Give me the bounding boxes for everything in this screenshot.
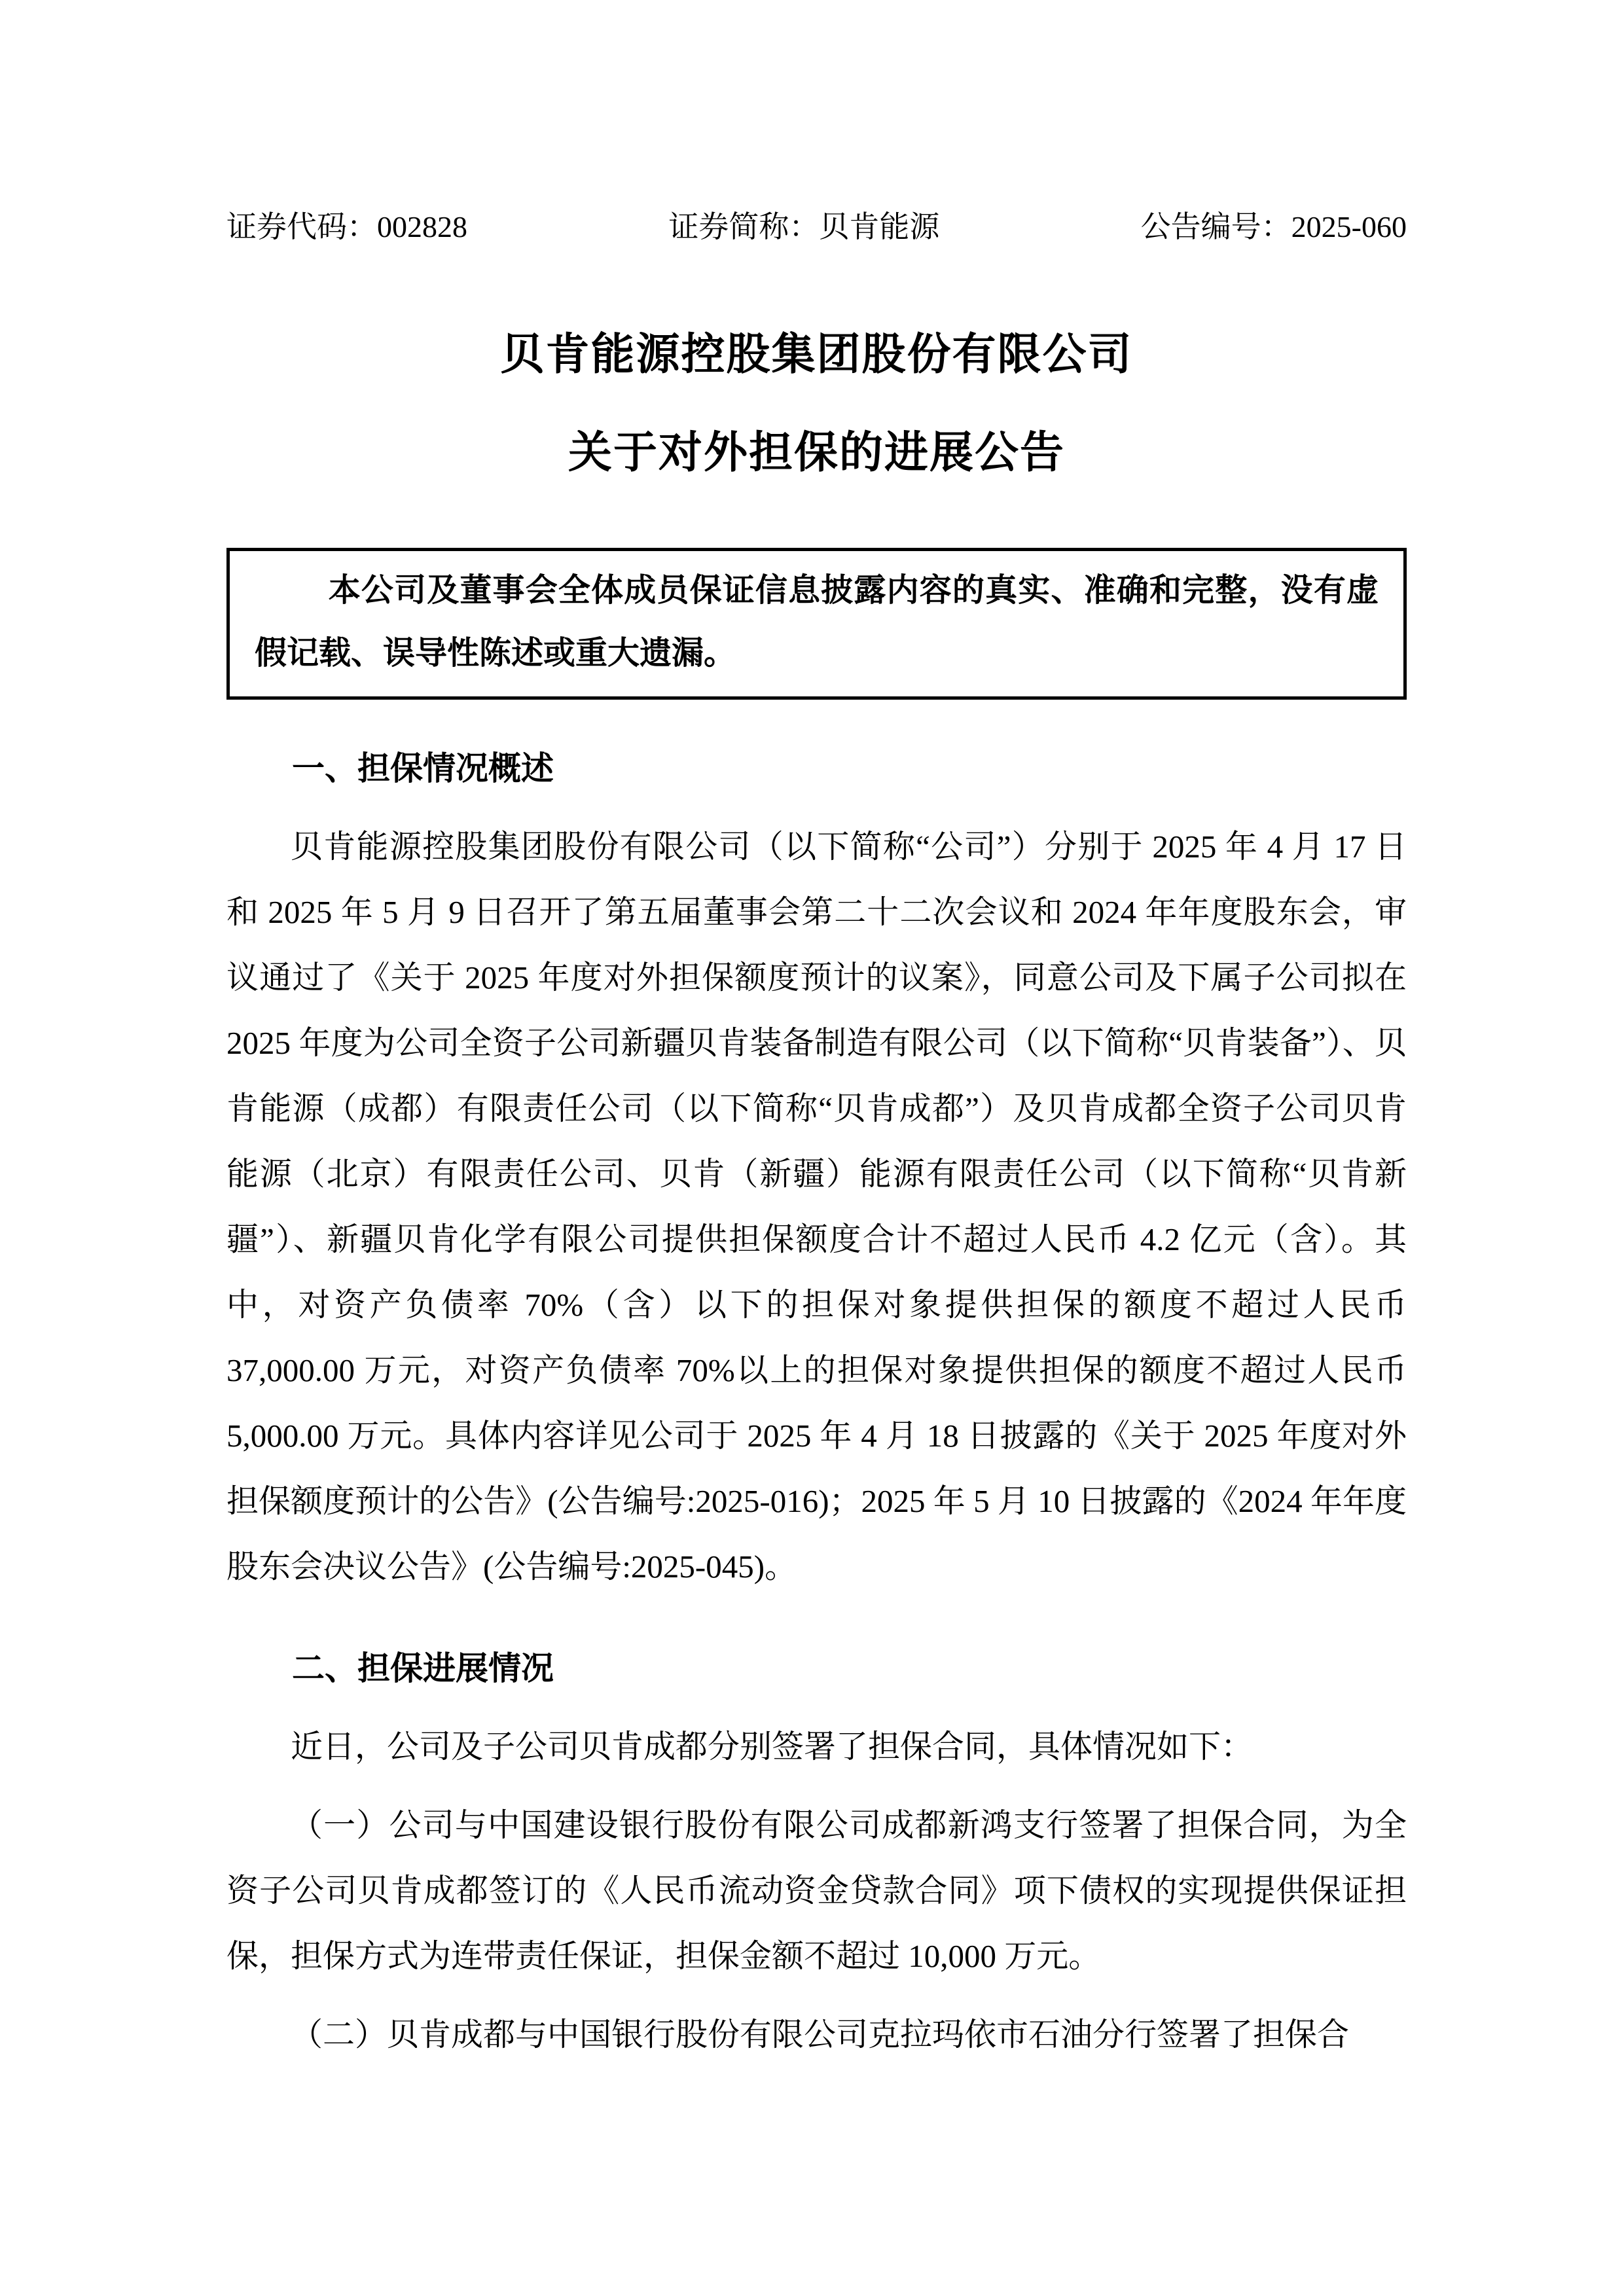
section-1-paragraph-1: 贝肯能源控股集团股份有限公司（以下简称“公司”）分别于 2025 年 4 月 17 日和 2025 年 5 月 9 日召开了第五届董事会第二十二次会议和 2024 年年度股东会，审议通过了《关于 2025 年度对外担保额度预计的议案》，同意公司及下属子公司拟在 2025 年度为公司全资子公司新疆贝肯装备制造有限公司（以下简称“贝肯装备”）、贝肯能源（成都）有限责任公司（以下简称“贝肯成都”）及贝肯成都全资子公司贝肯能源（北京）有限责任公司、贝肯（新疆）能源有限责任公司（以下简称“贝肯新疆”）、新疆贝肯化学有限公司提供担保额度合计不超过人民币 4.2 亿元（含）。其中，对资产负债率 70%（含）以下的担保对象提供担保的额度不超过人民币 37,000.00 万元，对资产负债率 70%以上的担保对象提供担保的额度不超过人民币 5,000.00 万元。具体内容详见公司于 2025 年 4 月 18 日披露的《关于 2025 年度对外担保额度预计的公告》(公告编号:2025-016)；2025 年 5 月 10 日披露的《2024 年年度股东会决议公告》(公告编号:2025-045)。 [226,829,1407,1585]
stock-abbr: 证券简称：贝肯能源 [668,210,940,243]
section-1-heading: 一、担保情况概述 [292,750,554,787]
document-title-line-2: 关于对外担保的进展公告 [568,428,1065,477]
section-2-paragraph-2: （一）公司与中国建设银行股份有限公司成都新鸿支行签署了担保合同，为全资子公司贝肯成都签订的《人民币流动资金贷款合同》项下债权的实现提供保证担保，担保方式为连带责任保证，担保金额不超过 10,000 万元。 [226,1807,1407,1974]
document-title-line-1: 贝肯能源控股集团股份有限公司 [500,330,1133,379]
section-2-heading: 二、担保进展情况 [292,1650,554,1687]
section-2-paragraph-3: （二）贝肯成都与中国银行股份有限公司克拉玛依市石油分行签署了担保合 [291,2017,1350,2053]
stock-code: 证券代码：002828 [226,210,467,243]
section-2-paragraph-1: 近日，公司及子公司贝肯成都分别签署了担保合同，具体情况如下： [291,1729,1254,1765]
document-title [226,306,1407,502]
announcement-number: 公告编号：2025-060 [1140,210,1407,243]
disclaimer-text: 本公司及董事会全体成员保证信息披露内容的真实、准确和完整，没有虚假记载、误导性陈述或重大遗漏。 [255,572,1379,671]
disclaimer-box [226,548,1407,700]
document-header [226,211,1407,243]
